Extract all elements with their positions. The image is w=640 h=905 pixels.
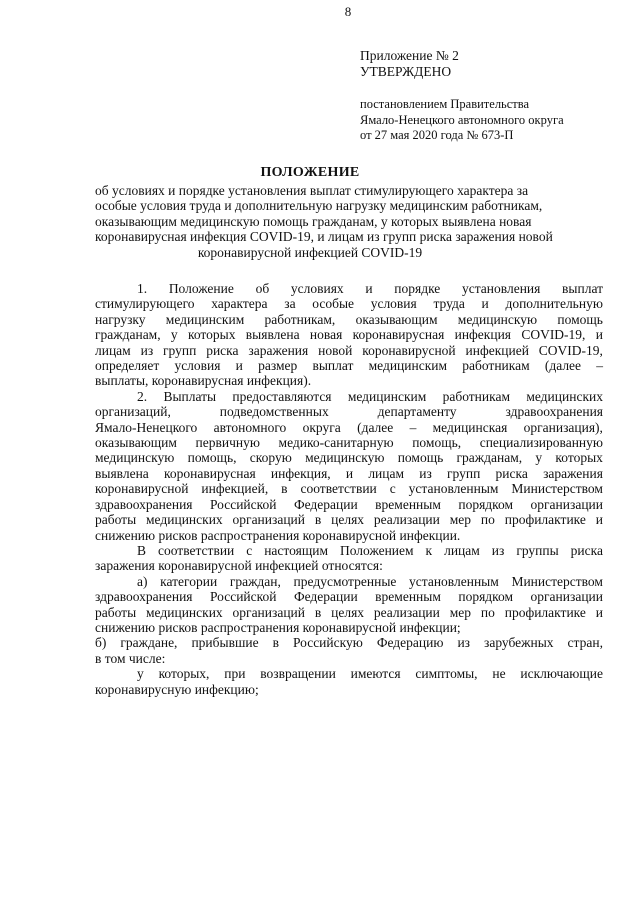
paragraph-line: заражения коронавирусной инфекцией относятся: [95,558,383,574]
subtitle-line: коронавирусной инфекцией COVID-19 [197,244,423,260]
decree-line: постановлением Правительства [360,97,530,111]
paragraph-line: лицам из групп риска заражения новой коронавирусной инфекцией COVID-19, [95,342,603,358]
approval-stamp [360,48,459,80]
paragraph-line: а) категории граждан, предусмотренные установленным Министерством [137,573,603,589]
subtitle-line: оказывающим медицинскую помощь гражданам, у которых выявлена новая [95,213,532,229]
paragraph-line: в том числе: [95,650,166,666]
paragraph-line: оказывающим первичную медико-санитарную помощь, специализированную [95,435,603,451]
paragraph-line: коронавирусную инфекцию; [95,681,259,697]
paragraph-line: определяет условия и размер выплат медицинским работникам (далее – [95,358,603,374]
subtitle-line: особые условия труда и дополнительную нагрузку медицинским работникам, [95,198,543,213]
approved-label: УТВЕРЖДЕНО [360,64,452,79]
paragraph-line: коронавирусной инфекцией, в соответствии с установленным Министерством [95,481,603,497]
document-title: ПОЛОЖЕНИЕ [260,165,360,180]
paragraph-line: здравоохранения Российской Федерации временным порядком организации [95,589,603,605]
subtitle-line: об условиях и порядке установления выплат стимулирующего характера за [95,182,529,198]
page-number: 8 [344,4,352,19]
decree-line: от 27 мая 2020 года № 673-П [360,128,514,142]
paragraph-line: выявлена коронавирусная инфекция, и лицам из групп риска заражения [95,465,603,481]
paragraph-line: 1. Положение об условиях и порядке установления выплат [137,281,603,296]
paragraph-line: гражданам, у которых выявлена новая коронавирусная инфекция COVID-19, и [95,327,603,343]
paragraph-line: нагрузку медицинским работникам, оказывающим медицинскую помощь [95,311,603,327]
decree-line: Ямало-Ненецкого автономного округа [360,112,564,127]
paragraph-line: 2. Выплаты предоставляются медицинским работникам медицинских [137,388,603,404]
paragraph-line: у которых, при возвращении имеются симптомы, не исключающие [137,666,603,682]
paragraph [95,281,603,389]
paragraph-line: выплаты, коронавирусная инфекция). [95,373,312,389]
paragraph-line: работы медицинских организаций в целях реализации мер по профилактике и [95,512,603,528]
paragraph-line: б) граждане, прибывшие в Российскую Федерацию из зарубежных стран, [95,635,603,651]
title-block [95,165,553,260]
appendix-label: Приложение № 2 [360,48,459,63]
paragraph [95,389,603,543]
paragraph-line: Ямало-Ненецкого автономного округа (далее – медицинская организация), [95,419,603,435]
paragraph [95,635,603,666]
paragraph-line: стимулирующего характера за особые условия труда и дополнительную [95,296,603,312]
subtitle-line: коронавирусная инфекция COVID-19, и лицам из групп риска заражения новой [95,229,553,244]
paragraph-line: В соответствии с настоящим Положением к лицам из группы риска [137,542,603,558]
paragraph [95,666,603,697]
decree-reference [360,97,564,144]
document-body [95,281,603,697]
paragraph-line: снижению рисков распространения коронавирусной инфекции; [95,619,461,635]
paragraph [95,543,603,574]
paragraph-line: работы медицинских организаций в целях реализации мер по профилактике и [95,604,603,620]
document-subtitle [95,182,553,261]
paragraph-line: организаций, подведомственных департаменту здравоохранения [95,404,603,420]
paragraph [95,574,603,636]
paragraph-line: медицинскую помощь, скорую медицинскую помощь гражданам, у которых [95,450,603,466]
paragraph-line: снижению рисков распространения коронавирусной инфекции. [95,527,461,543]
paragraph-line: здравоохранения Российской Федерации временным порядком организации [95,496,603,512]
